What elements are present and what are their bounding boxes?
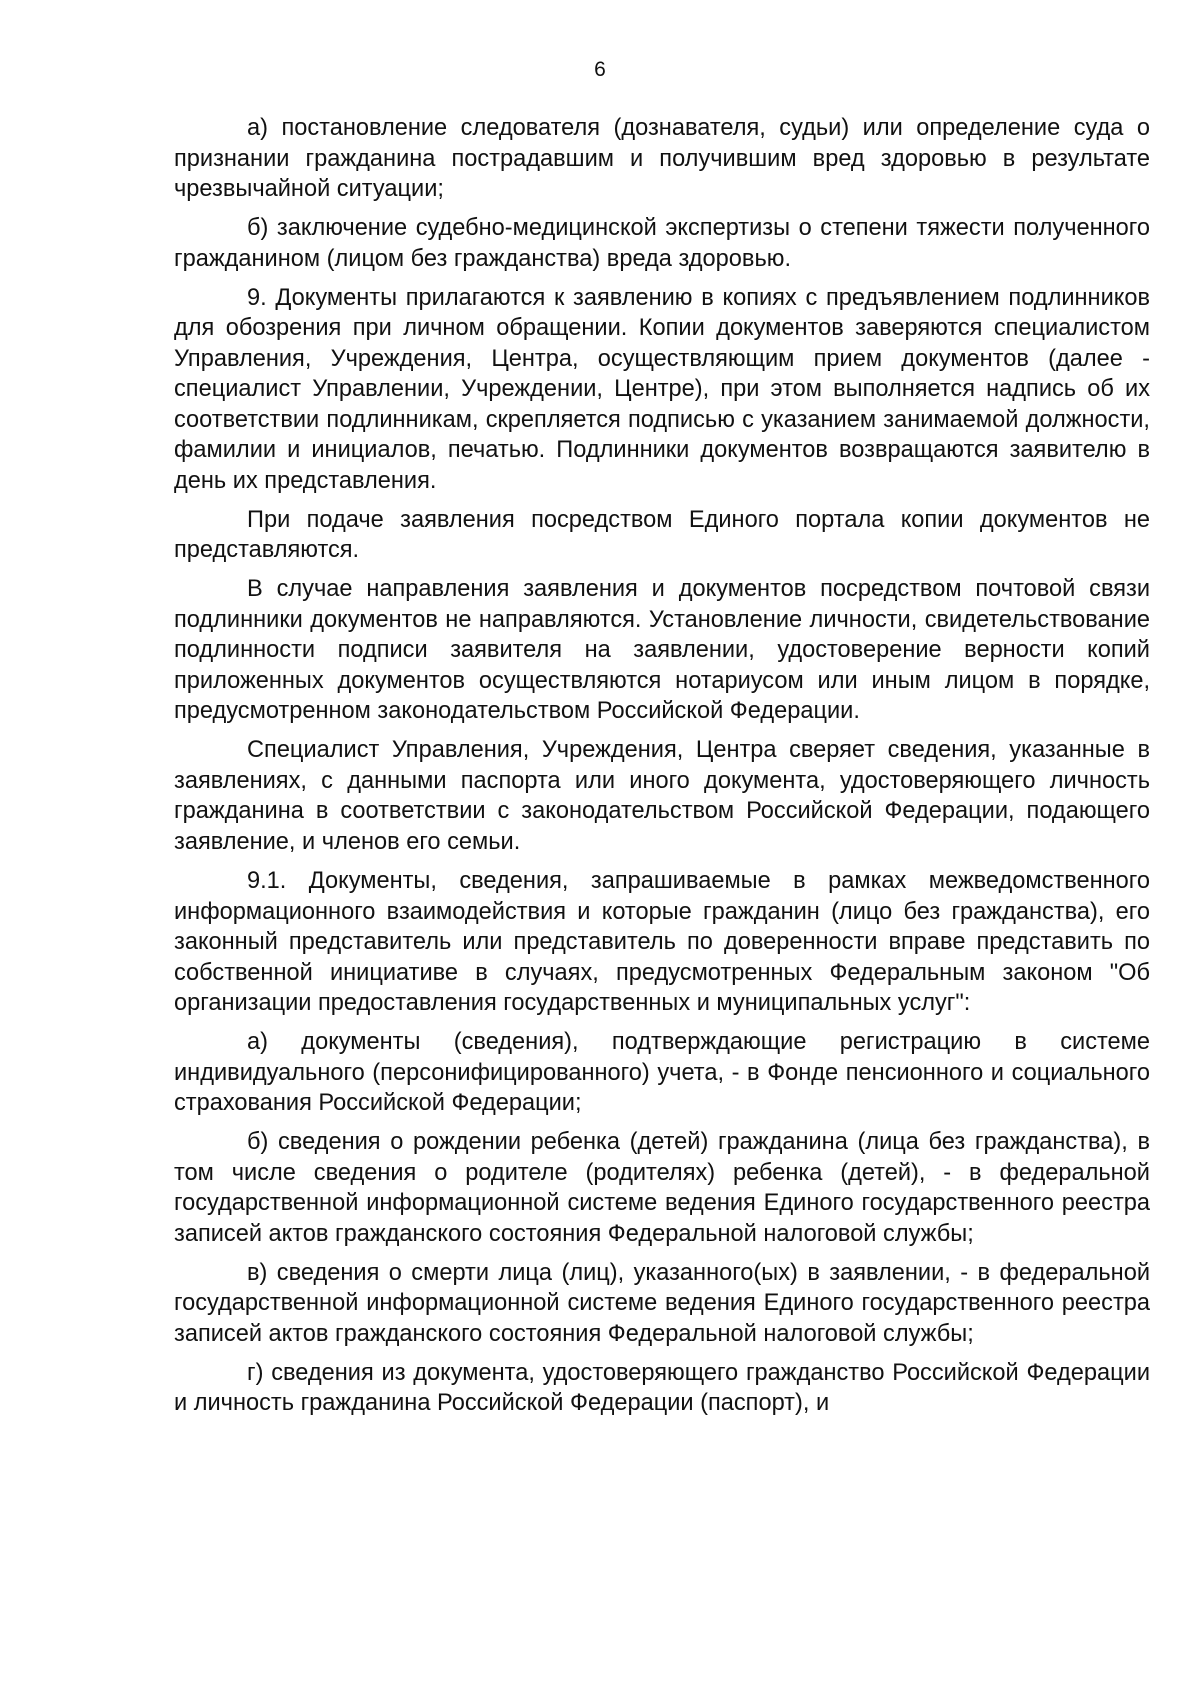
paragraph-9-1a: а) документы (сведения), подтверждающие регистрацию в системе индивидуального (персонифицированного) учета, - в Фонде пенсионного и социального страхования Российской Федерации; xyxy=(174,1029,1150,1117)
paragraph-9-1b: б) сведения о рождении ребенка (детей) гражданина (лица без гражданства), в том числе сведения о родителе (родителях) ребенка (детей), - в федеральной государственной информационной системе ведения Единого государственного реестра записей актов гражданского состояния Федеральной налоговой службы; xyxy=(174,1129,1150,1247)
paragraph-9-1g: г) сведения из документа, удостоверяющего гражданство Российской Федерации и личность гражданина Российской Федерации (паспорт), и xyxy=(174,1359,1150,1417)
paragraph-portal-copies: При подаче заявления посредством Единого портала копии документов не представляются. xyxy=(174,506,1150,564)
paragraph-9-1v: в) сведения о смерти лица (лиц), указанного(ых) в заявлении, - в федеральной государственной информационной системе ведения Единого государственного реестра записей актов гражданского состояния Федеральной налоговой службы; xyxy=(174,1259,1150,1347)
page-number: 6 xyxy=(594,58,606,81)
paragraph-8a: а) постановление следователя (дознавателя, судьи) или определение суда о признании гражданина пострадавшим и получившим вред здоровью в результате чрезвычайной ситуации; xyxy=(174,115,1150,202)
paragraph-9-1: 9.1. Документы, сведения, запрашиваемые в рамках межведомственного информационного взаимодействия и которые гражданин (лицо без гражданства), его законный представитель или представитель по доверенности вправе представить по собственной инициативе в случаях, предусмотренных Федеральным законом "Об организации предоставления государственных и муниципальных услуг": xyxy=(174,868,1150,1017)
paragraph-postal-submission: В случае направления заявления и документов посредством почтовой связи подлинники документов не направляются. Установление личности, свидетельствование подлинности подписи заявителя на заявлении, удостоверение верности копий приложенных документов осуществляются нотариусом или иным лицом в порядке, предусмотренном законодательством Российской Федерации. xyxy=(174,576,1150,725)
document-body xyxy=(174,113,1150,1428)
paragraph-8b: б) заключение судебно-медицинской экспертизы о степени тяжести полученного гражданином (лицом без гражданства) вреда здоровью. xyxy=(174,215,1150,272)
paragraph-specialist-verification: Специалист Управления, Учреждения, Центра сверяет сведения, указанные в заявлениях, с данными паспорта или иного документа, удостоверяющего личность гражданина в соответствии с законодательством Российской Федерации, подающего заявление, и членов его семьи. xyxy=(174,737,1150,855)
paragraph-9: 9. Документы прилагаются к заявлению в копиях с предъявлением подлинников для обозрения при личном обращении. Копии документов заверяются специалистом Управления, Учреждения, Центра, осуществляющим прием документов (далее - специалист Управлении, Учреждении, Центре), при этом выполняется надпись об их соответствии подлинникам, скрепляется подписью с указанием занимаемой должности, фамилии и инициалов, печатью. Подлинники документов возвращаются заявителю в день их представления. xyxy=(174,284,1150,494)
